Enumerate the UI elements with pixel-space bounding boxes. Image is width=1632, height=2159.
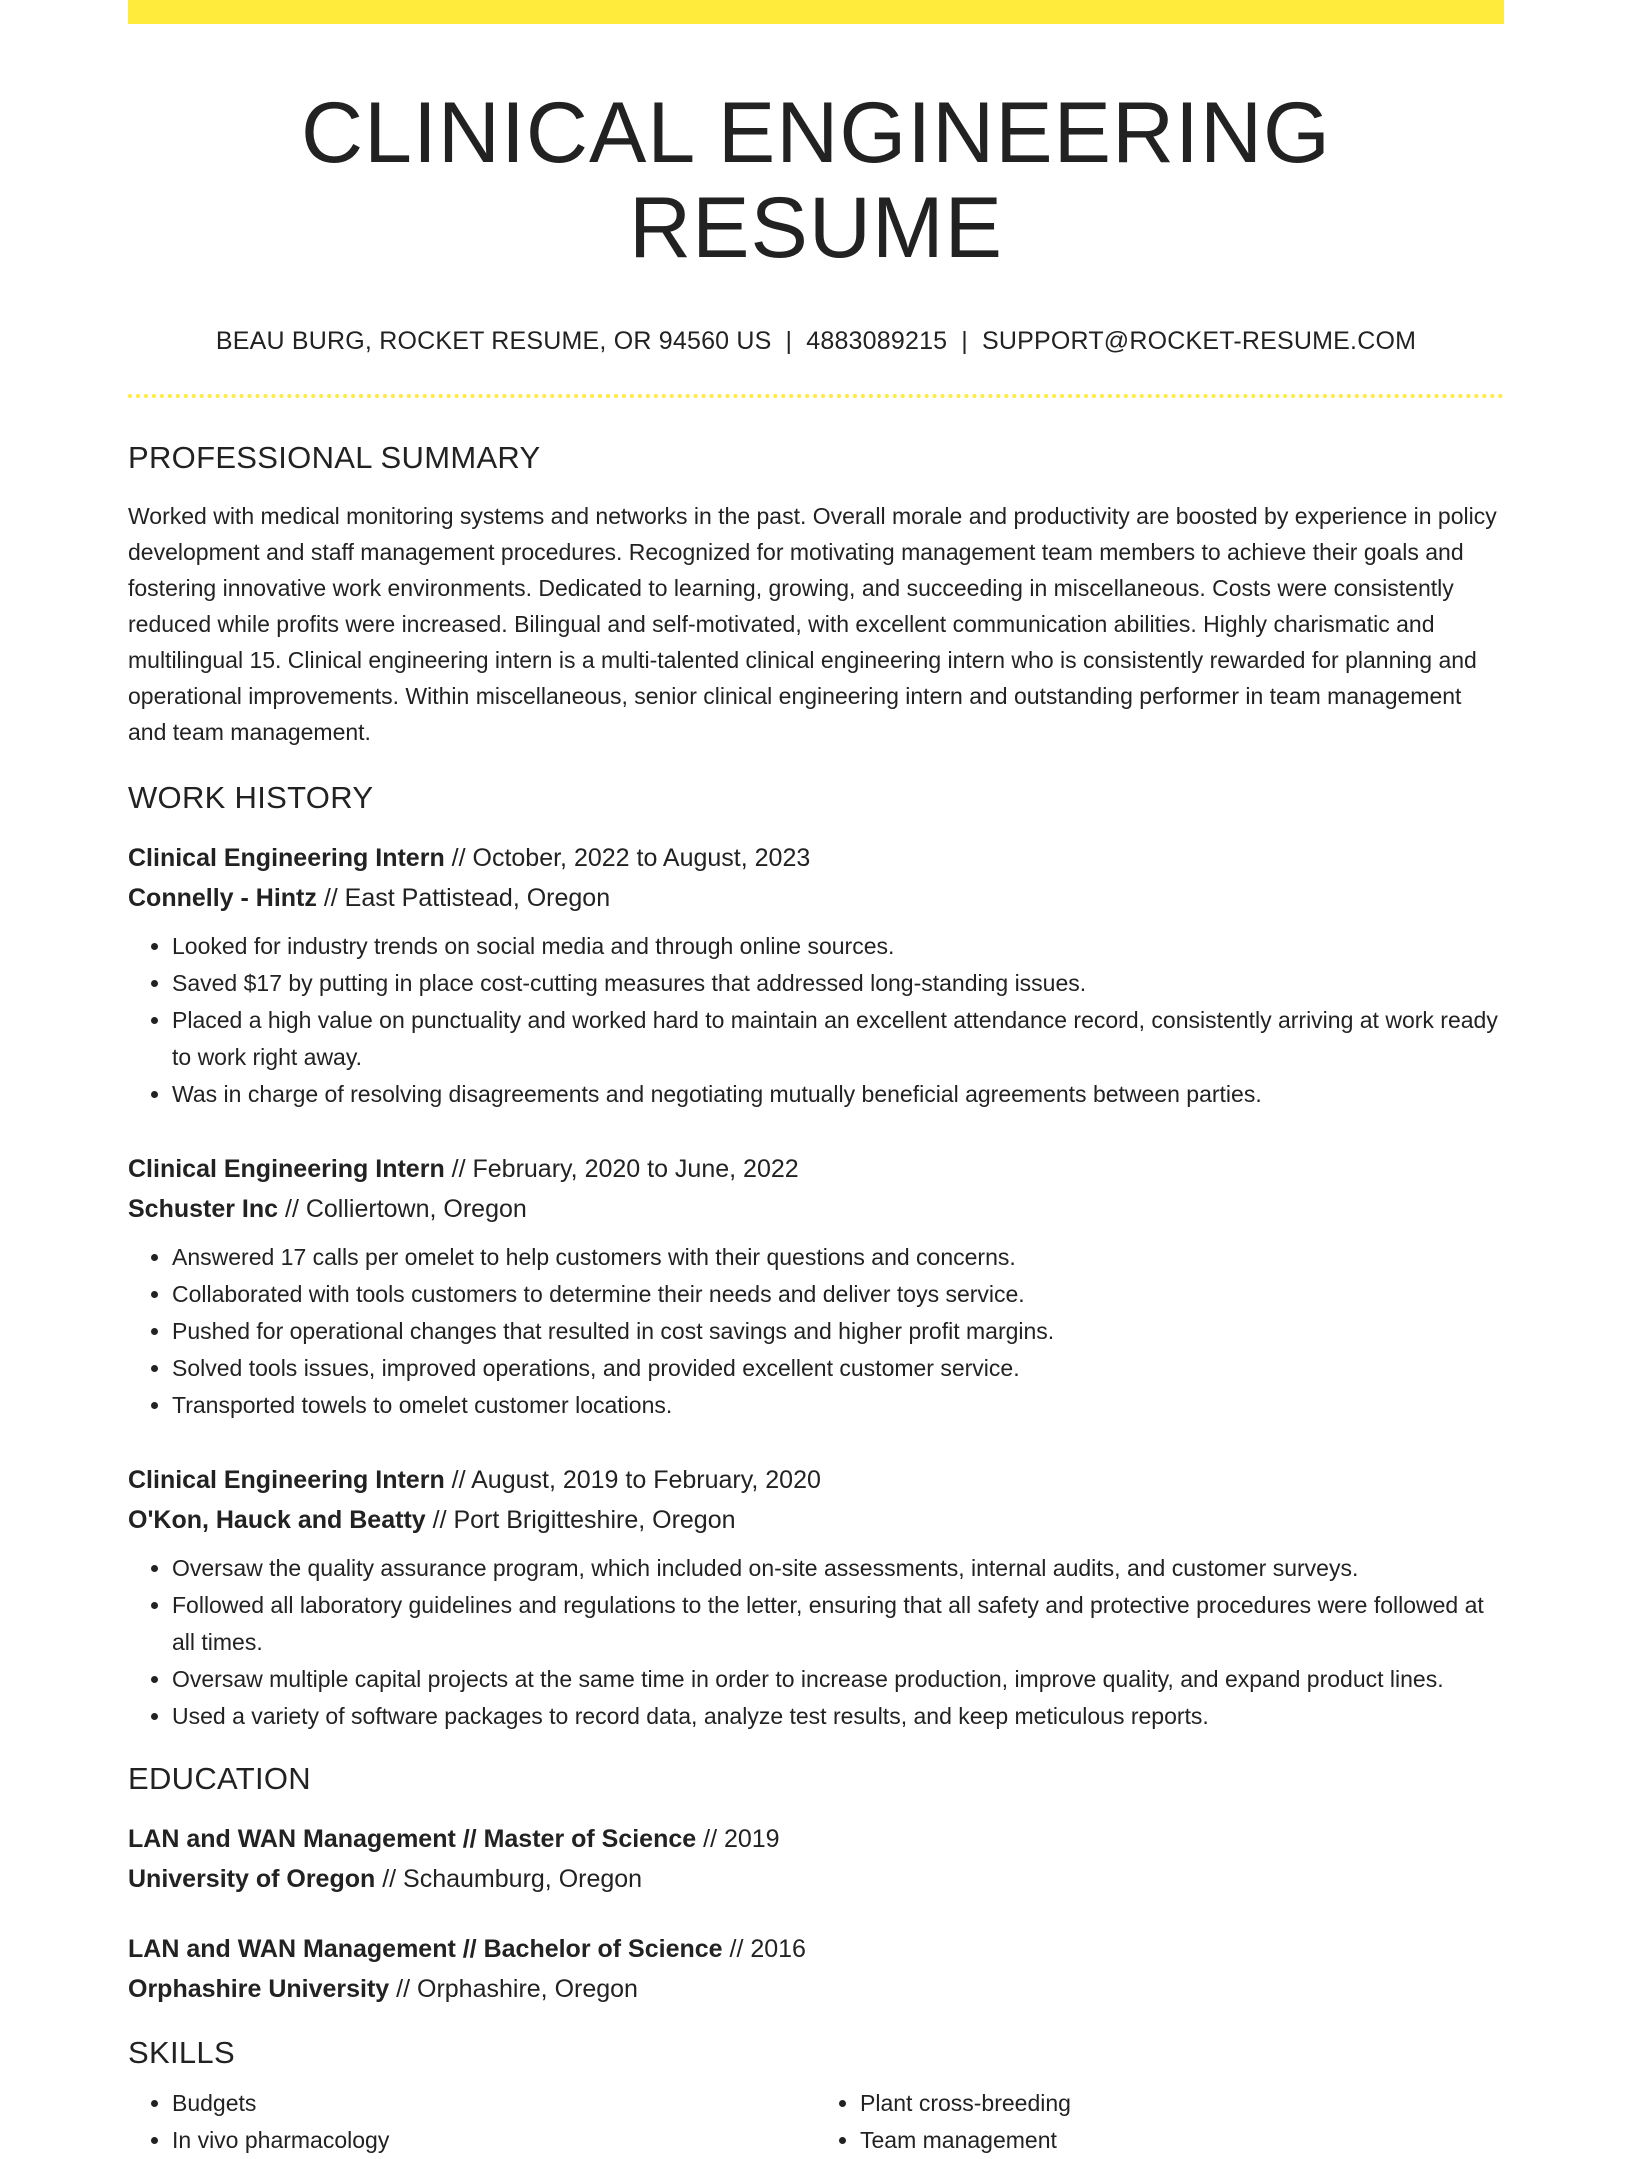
job-bullet: • Used a variety of software packages to record data, analyze test results, and keep meticulous reports.	[172, 1698, 1504, 1735]
contact-separator: |	[785, 327, 793, 356]
job-bullet: • Pushed for operational changes that resulted in cost savings and higher profit margins.	[172, 1313, 1504, 1350]
job-company-line	[128, 1500, 1504, 1540]
job-entry	[128, 838, 1504, 1113]
job-bullets	[128, 928, 1504, 1113]
skills-right-list	[816, 2085, 1504, 2159]
education-school-line	[128, 1859, 1504, 1899]
job-company-line	[128, 1189, 1504, 1229]
education-degree: LAN and WAN Management // Bachelor of Science	[128, 1935, 723, 1964]
job-company: Schuster Inc	[128, 1195, 279, 1224]
job-company: Connelly - Hintz	[128, 884, 317, 913]
job-bullet: • Saved $17 by putting in place cost-cutting measures that addressed long-standing issues.	[172, 965, 1504, 1002]
job-bullet: • Answered 17 calls per omelet to help customers with their questions and concerns.	[172, 1239, 1504, 1276]
skill-item: • In vivo pharmacology	[172, 2122, 816, 2159]
job-bullet: • Transported towels to omelet customer locations.	[172, 1387, 1504, 1424]
job-bullet: • Solved tools issues, improved operations, and provided excellent customer service.	[172, 1350, 1504, 1387]
job-entry	[128, 1149, 1504, 1424]
education-location: // Orphashire, Oregon	[389, 1975, 638, 2004]
job-dates: // February, 2020 to June, 2022	[444, 1155, 799, 1184]
skills-columns	[128, 2085, 1504, 2159]
contact-line	[128, 327, 1504, 356]
education-year: // 2016	[722, 1935, 806, 1964]
education-degree-line	[128, 1929, 1504, 1969]
education-school-line	[128, 1969, 1504, 2009]
contact-email: SUPPORT@ROCKET-RESUME.COM	[982, 327, 1417, 356]
job-bullets	[128, 1550, 1504, 1735]
top-accent-bar	[128, 0, 1504, 24]
education-location: // Schaumburg, Oregon	[375, 1865, 643, 1894]
job-role: Clinical Engineering Intern	[128, 844, 445, 873]
job-location: // Colliertown, Oregon	[278, 1195, 527, 1224]
education-entry	[128, 1819, 1504, 1899]
job-bullet: • Looked for industry trends on social media and through online sources.	[172, 928, 1504, 965]
contact-address: BEAU BURG, ROCKET RESUME, OR 94560 US	[215, 327, 772, 356]
job-bullet: • Oversaw multiple capital projects at the same time in order to increase production, improve quality, and expand product lines.	[172, 1661, 1504, 1698]
job-role-line	[128, 1460, 1504, 1500]
job-bullet: • Was in charge of resolving disagreements and negotiating mutually beneficial agreements between parties.	[172, 1076, 1504, 1113]
education-degree-line	[128, 1819, 1504, 1859]
job-location: // Port Brigitteshire, Oregon	[425, 1506, 736, 1535]
summary-heading: PROFESSIONAL SUMMARY	[128, 440, 541, 476]
job-role-line	[128, 1149, 1504, 1189]
contact-phone: 4883089215	[806, 327, 948, 356]
dotted-divider	[128, 394, 1504, 398]
work-history-heading: WORK HISTORY	[128, 780, 374, 816]
education-year: // 2019	[696, 1825, 780, 1854]
skills-heading: SKILLS	[128, 2035, 235, 2071]
job-company: O'Kon, Hauck and Beatty	[128, 1506, 426, 1535]
resume-page	[128, 0, 1504, 2154]
skills-left-list	[128, 2085, 816, 2159]
education-school: University of Oregon	[128, 1865, 376, 1894]
job-dates: // August, 2019 to February, 2020	[444, 1466, 821, 1495]
education-degree: LAN and WAN Management // Master of Science	[128, 1825, 697, 1854]
education-entry	[128, 1929, 1504, 2009]
education-heading: EDUCATION	[128, 1761, 311, 1797]
job-company-line	[128, 878, 1504, 918]
job-location: // East Pattistead, Oregon	[316, 884, 611, 913]
skill-item: • Budgets	[172, 2085, 816, 2122]
job-bullet: • Collaborated with tools customers to determine their needs and deliver toys service.	[172, 1276, 1504, 1313]
job-role: Clinical Engineering Intern	[128, 1466, 445, 1495]
job-bullet: • Placed a high value on punctuality and worked hard to maintain an excellent attendance record, consistently arriving at work ready to work right away.	[172, 1002, 1504, 1076]
job-bullet: • Oversaw the quality assurance program, which included on-site assessments, internal audits, and customer surveys.	[172, 1550, 1504, 1587]
contact-separator: |	[961, 327, 968, 356]
skill-item: • Team management	[860, 2122, 1504, 2159]
job-bullets	[128, 1239, 1504, 1424]
job-bullet: • Followed all laboratory guidelines and regulations to the letter, ensuring that all safety and protective procedures were followed at all times.	[172, 1587, 1504, 1661]
resume-title: CLINICAL ENGINEERING RESUME	[301, 85, 1331, 276]
job-entry	[128, 1460, 1504, 1735]
job-role: Clinical Engineering Intern	[128, 1155, 445, 1184]
job-role-line	[128, 838, 1504, 878]
job-dates: // October, 2022 to August, 2023	[444, 844, 811, 873]
education-school: Orphashire University	[128, 1975, 390, 2004]
summary-text: Worked with medical monitoring systems and networks in the past. Overall morale and productivity are boosted by experience in policy development and staff management procedures. Recognized for motivating management team members to achieve their goals and fostering innovative work environments. Dedicated to learning, growing, and succeeding in miscellaneous. Costs were consistently reduced while profits were increased. Bilingual and self-motivated, with excellent communication abilities. Highly charismatic and multilingual 15. Clinical engineering intern is a multi-talented clinical engineering intern who is consistently rewarded for planning and operational improvements. Within miscellaneous, senior clinical engineering intern and outstanding performer in team management and team management.	[128, 503, 1497, 746]
skill-item: • Plant cross-breeding	[860, 2085, 1504, 2122]
